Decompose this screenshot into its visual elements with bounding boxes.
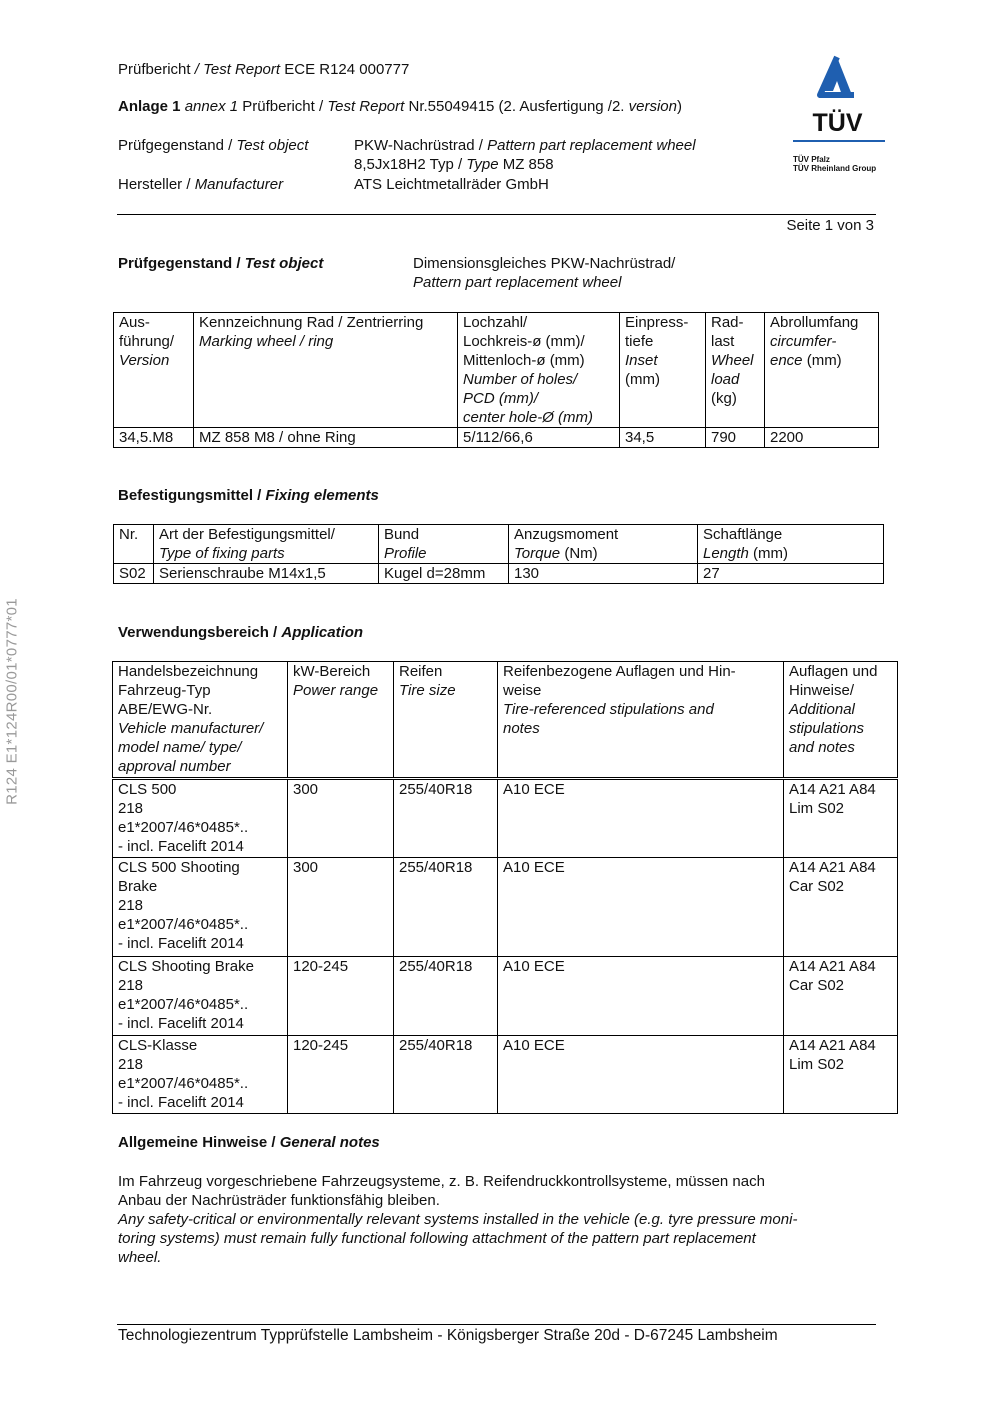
cell-text: 130: [514, 565, 540, 582]
text: Test object: [244, 255, 324, 272]
table-cell: [784, 858, 898, 957]
cell-text: Lochzahl/ Lochkreis-ø (mm)/ Mittenloch-ø (mm): [463, 314, 585, 369]
cell-text: A10 ECE: [503, 1037, 565, 1054]
cell-text: Number of holes/ PCD (mm)/ center hole-Ø (mm): [463, 371, 594, 426]
cell-text: 120-245: [293, 958, 349, 975]
cell-text: Version: [119, 352, 170, 369]
table-header-cell: [114, 525, 154, 564]
cell-text: Inset: [625, 352, 658, 369]
cell-text: (kg): [711, 390, 737, 407]
cell-text: Kennzeichnung Rad / Zentrierring: [199, 314, 424, 331]
table-header-cell: [620, 313, 706, 428]
text: TÜV Rheinland Group: [793, 164, 877, 173]
text: Befestigungsmittel /: [118, 487, 266, 504]
object-label: [118, 136, 308, 155]
text: Hersteller /: [118, 176, 195, 193]
cell-text: A10 ECE: [503, 781, 565, 798]
wheel-table: [113, 312, 879, 448]
cell-text: (mm): [625, 371, 660, 388]
cell-text: Torque: [514, 545, 561, 562]
table-cell: [509, 564, 698, 584]
cell-text: CLS-Klasse 218 e1*2007/46*0485*.. - incl. Facelift 2014: [118, 1037, 249, 1111]
table-cell: [394, 957, 498, 1036]
cell-text: Nr.: [119, 526, 139, 543]
manufacturer-label: [118, 175, 283, 194]
cell-text: Tire size: [399, 682, 456, 699]
cell-text: A10 ECE: [503, 958, 565, 975]
table-cell: [288, 1036, 394, 1114]
table-header-cell: [154, 525, 379, 564]
table-row: [113, 779, 898, 858]
section-title: [118, 486, 379, 505]
cell-text: Auflagen und Hinweise/: [789, 663, 878, 699]
table-cell: [498, 779, 784, 858]
cell-text: A14 A21 A84 Car S02: [789, 859, 876, 895]
cell-text: Art der Befestigungsmittel/: [159, 526, 335, 543]
table-cell: [114, 564, 154, 584]
text: Allgemeine Hinweise /: [118, 1134, 280, 1151]
table-row: [113, 957, 898, 1036]
fixing-table: [113, 524, 884, 584]
text: 8,5Jx18H2 Typ /: [354, 156, 467, 173]
cell-text: 255/40R18: [399, 958, 473, 975]
section-title: [118, 1133, 380, 1152]
table-cell: [288, 779, 394, 858]
text: General notes: [279, 1134, 380, 1151]
cell-text: S02: [119, 565, 146, 582]
table-header-cell: [765, 313, 879, 428]
cell-text: Marking wheel / ring: [199, 333, 334, 350]
cell-text: circumfer- ence: [770, 333, 837, 369]
cell-text: A14 A21 A84 Lim S02: [789, 781, 876, 817]
cell-text: (Nm): [560, 545, 598, 562]
text: Nr.55049415 (2. Ausfertigung /2.: [408, 98, 625, 115]
text: Prüfgegenstand /: [118, 137, 237, 154]
text: ECE R124 000777: [280, 61, 410, 78]
logo-rule: [793, 140, 885, 142]
cell-text: 27: [703, 565, 720, 582]
table-header-cell: [288, 662, 394, 779]
table-header-row: [114, 525, 884, 564]
table-header-cell: [784, 662, 898, 779]
text: Pattern part replacement wheel: [487, 137, 696, 154]
cell-text: MZ 858 M8 / ohne Ring: [199, 429, 356, 446]
table-cell: [194, 428, 458, 448]
object-value: [354, 136, 696, 174]
cell-text: A14 A21 A84 Car S02: [789, 958, 876, 994]
cell-text: Length: [703, 545, 749, 562]
cell-text: Handelsbezeichnung Fahrzeug-Typ ABE/EWG-Nr.: [118, 663, 259, 718]
table-header-row: [113, 662, 898, 779]
table-cell: [113, 1036, 288, 1114]
table-cell: [114, 428, 194, 448]
table-cell: [706, 428, 765, 448]
text: Type: [466, 156, 499, 173]
text: PKW-Nachrüstrad /: [354, 137, 488, 154]
table-row: [113, 858, 898, 957]
footer-address: Technologiezentrum Typprüfstelle Lambsheim - Königsberger Straße 20d - D-67245 Lambsheim: [118, 1327, 778, 1344]
table-header-cell: [509, 525, 698, 564]
cell-text: Serienschraube M14x1,5: [159, 565, 326, 582]
table-header-cell: [113, 662, 288, 779]
cell-text: Profile: [384, 545, 427, 562]
table-row: [114, 428, 879, 448]
cell-text: CLS Shooting Brake 218 e1*2007/46*0485*.. - incl. Facelift 2014: [118, 958, 254, 1032]
table-cell: [113, 957, 288, 1036]
cell-text: Type of fixing parts: [159, 545, 285, 562]
cell-text: Wheel load: [711, 352, 754, 388]
text: Prüfbericht: [118, 61, 191, 78]
table-cell: [394, 779, 498, 858]
table-header-cell: [379, 525, 509, 564]
side-reference: R124 E1*124R00/01*0777*01: [3, 598, 21, 805]
table-cell: [765, 428, 879, 448]
cell-text: kW-Bereich: [293, 663, 371, 680]
general-notes-de: Im Fahrzeug vorgeschriebene Fahrzeugsysteme, z. B. Reifendruckkontrollsysteme, müssen nach Anbau der Nachrüsträder funktionsfähig bleiben.: [118, 1173, 765, 1209]
text: Fixing elements: [265, 487, 379, 504]
cell-text: 2200: [770, 429, 804, 446]
cell-text: Power range: [293, 682, 379, 699]
cell-text: CLS 500 218 e1*2007/46*0485*.. - incl. Facelift 2014: [118, 781, 249, 855]
annex-line: [118, 97, 682, 116]
text: Dimensionsgleiches PKW-Nachrüstrad/: [413, 255, 676, 272]
cell-text: Schaftlänge: [703, 526, 783, 543]
text: Test Report: [203, 61, 281, 78]
cell-text: Aus- führung/: [119, 314, 175, 350]
cell-text: Rad- last: [711, 314, 744, 350]
table-cell: [113, 779, 288, 858]
cell-text: 255/40R18: [399, 781, 473, 798]
text: TÜV Pfalz: [793, 155, 830, 164]
logo-text: TÜV: [812, 109, 863, 137]
cell-text: Reifen: [399, 663, 443, 680]
table-header-cell: [498, 662, 784, 779]
report-title: [118, 60, 409, 79]
table-cell: [379, 564, 509, 584]
cell-text: Abrollumfang: [770, 314, 859, 331]
table-header-cell: [114, 313, 194, 428]
page-number: Seite 1 von 3: [786, 217, 874, 234]
text: /: [190, 61, 204, 78]
table-cell: [498, 1036, 784, 1114]
cell-text: A14 A21 A84 Lim S02: [789, 1037, 876, 1073]
text: Test object: [236, 137, 309, 154]
cell-text: 34,5: [625, 429, 655, 446]
manufacturer-value: ATS Leichtmetallräder GmbH: [354, 176, 549, 193]
text: Pattern part replacement wheel: [413, 274, 622, 291]
cell-text: Anzugsmoment: [514, 526, 619, 543]
text: Anlage 1: [118, 98, 181, 115]
footer-divider: [117, 1324, 876, 1325]
table-cell: [498, 858, 784, 957]
section-title: [118, 254, 323, 273]
application-table: [112, 661, 898, 1114]
table-cell: [394, 858, 498, 957]
table-cell: [784, 779, 898, 858]
cell-text: (mm): [802, 352, 842, 369]
cell-text: Reifenbezogene Auflagen und Hin- weise: [503, 663, 736, 699]
cell-text: Kugel d=28mm: [384, 565, 486, 582]
table-cell: [288, 957, 394, 1036]
table-cell: [784, 957, 898, 1036]
general-notes-en: Any safety-critical or environmentally relevant systems installed in the vehicle (e.g. tyre pressure moni- toring systems) must remain fully functional following attachment of the pattern part replacement wheel.: [118, 1211, 798, 1266]
cell-text: (mm): [748, 545, 789, 562]
table-header-cell: [394, 662, 498, 779]
cell-text: Bund: [384, 526, 420, 543]
logo-sub: [793, 155, 885, 173]
text: version: [628, 98, 677, 115]
tuv-logo: [790, 55, 885, 173]
cell-text: Additional stipulations and notes: [789, 701, 865, 756]
text: Application: [281, 624, 364, 641]
cell-text: Einpress- tiefe: [625, 314, 689, 350]
table-cell: [288, 858, 394, 957]
text: ): [677, 98, 682, 115]
table-cell: [154, 564, 379, 584]
cell-text: 255/40R18: [399, 859, 473, 876]
test-object-desc: [413, 254, 675, 292]
text: Manufacturer: [194, 176, 284, 193]
cell-text: 5/112/66,6: [463, 429, 533, 446]
cell-text: 255/40R18: [399, 1037, 473, 1054]
table-row: [114, 564, 884, 584]
text: Prüfbericht /: [242, 98, 324, 115]
table-header-cell: [706, 313, 765, 428]
text: annex 1: [184, 98, 239, 115]
text: Verwendungsbereich /: [118, 624, 282, 641]
text: Prüfgegenstand /: [118, 255, 245, 272]
cell-text: CLS 500 Shooting Brake 218 e1*2007/46*0485*.. - incl. Facelift 2014: [118, 859, 249, 952]
cell-text: 300: [293, 781, 319, 798]
cell-text: 120-245: [293, 1037, 349, 1054]
text: MZ 858: [498, 156, 554, 173]
cell-text: Vehicle manufacturer/ model name/ type/ approval number: [118, 720, 264, 775]
cell-text: 790: [711, 429, 737, 446]
table-cell: [394, 1036, 498, 1114]
text: Test Report: [327, 98, 405, 115]
table-header-cell: [194, 313, 458, 428]
section-title: [118, 623, 363, 642]
table-cell: [698, 564, 884, 584]
cell-text: Tire-referenced stipulations and notes: [503, 701, 714, 737]
divider: [117, 214, 876, 215]
table-cell: [458, 428, 620, 448]
cell-text: 300: [293, 859, 319, 876]
table-cell: [620, 428, 706, 448]
table-header-cell: [458, 313, 620, 428]
table-header-cell: [698, 525, 884, 564]
cell-text: A10 ECE: [503, 859, 565, 876]
table-cell: [113, 858, 288, 957]
table-cell: [784, 1036, 898, 1114]
table-cell: [498, 957, 784, 1036]
cell-text: 34,5.M8: [119, 429, 174, 446]
tuv-triangle-icon: [790, 55, 885, 107]
table-header-row: [114, 313, 879, 428]
table-row: [113, 1036, 898, 1114]
